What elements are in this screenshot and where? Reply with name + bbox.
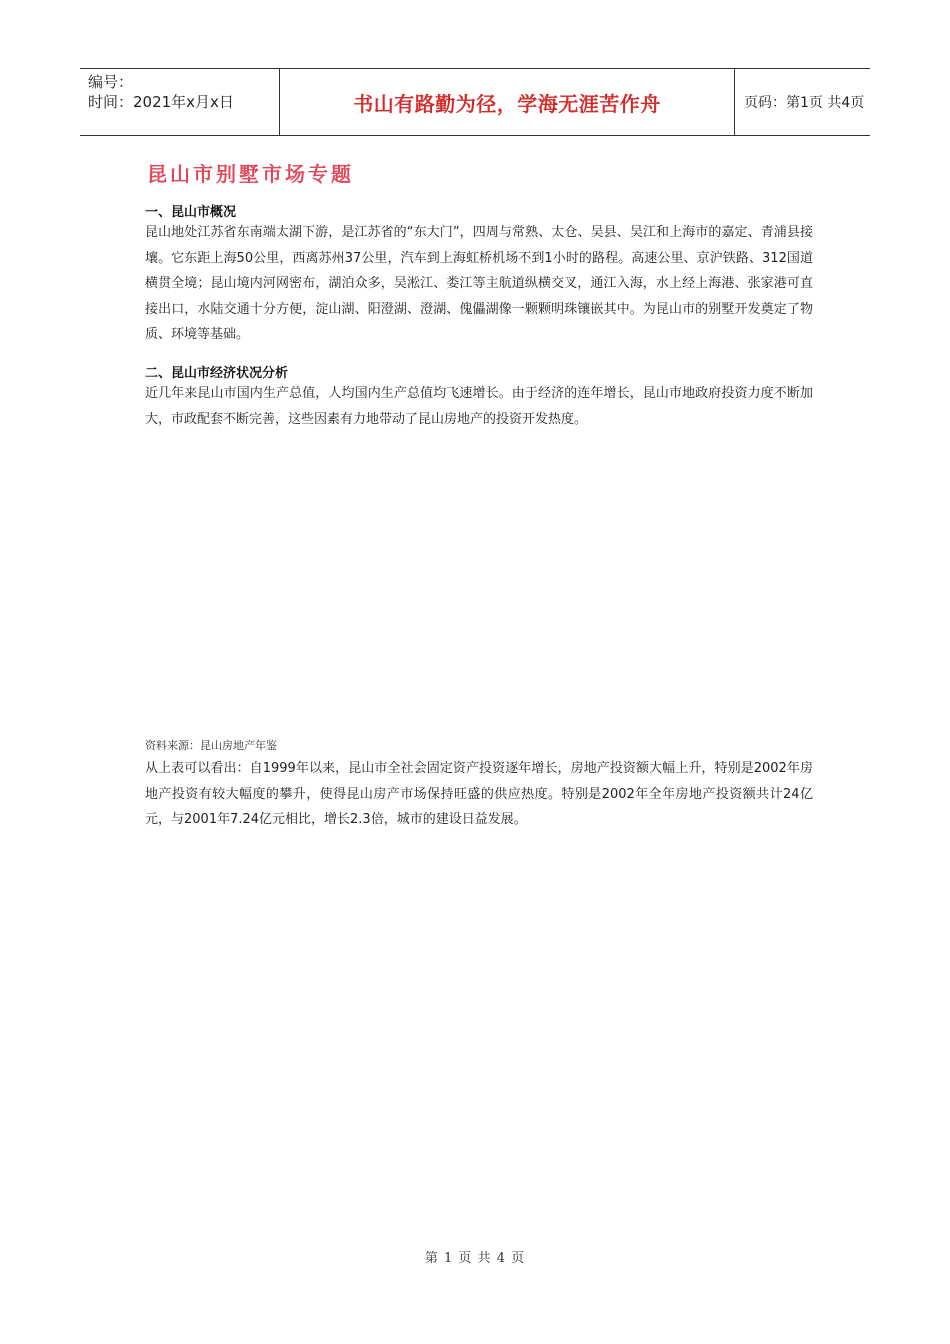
header-motto: 书山有路勤为径，学海无涯苦作舟 bbox=[280, 69, 735, 135]
header-meta bbox=[80, 69, 280, 135]
document-number-label: 编号： bbox=[88, 73, 134, 91]
section-heading-economy: 二、昆山市经济状况分析 bbox=[145, 366, 289, 381]
analysis-paragraph: 从上表可以看出：自1999年以来，昆山市全社会固定资产投资逐年增长，房地产投资额大幅上升，特别是2002年房地产投资有较大幅度的攀升，使得昆山房产市场保持旺盛的供应热度。特别是2002年全年房地产投资额共计24亿元，与2001年7.24亿元相比，增长2.3倍，城市的建设日益发展。 bbox=[145, 761, 813, 827]
document-time-label: 时间：2021年x月x日 bbox=[88, 93, 234, 111]
page-header bbox=[80, 68, 870, 136]
document-title: 昆山市别墅市场专题 bbox=[147, 162, 354, 186]
header-page-info: 页码：第1页 共4页 bbox=[744, 95, 865, 111]
section-heading-overview: 一、昆山市概况 bbox=[145, 205, 237, 220]
source-note: 资料来源：昆山房地产年鉴 bbox=[145, 739, 277, 752]
section-body-economy: 近几年来昆山市国内生产总值，人均国内生产总值均飞速增长。由于经济的连年增长，昆山市地政府投资力度不断加大，市政配套不断完善，这些因素有力地带动了昆山房地产的投资开发热度。 bbox=[145, 386, 813, 427]
section-body-overview: 昆山地处江苏省东南端太湖下游，是江苏省的“东大门”，四周与常熟、太仓、吴县、吴江和上海市的嘉定、青浦县接壤。它东距上海50公里，西离苏州37公里，汽车到上海虹桥机场不到1小时的路程。高速公里、京沪铁路、312国道横贯全境；昆山境内河网密布，湖泊众多，吴淞江、娄江等主航道纵横交叉，通江入海，水上经上海港、张家港可直接出口，水陆交通十分方便，淀山湖、阳澄湖、澄湖、傀儡湖像一颗颗明珠镶嵌其中。为昆山市的别墅开发奠定了物质、环境等基础。 bbox=[145, 225, 813, 342]
page-footer: 第 1 页 共 4 页 bbox=[424, 1251, 526, 1266]
